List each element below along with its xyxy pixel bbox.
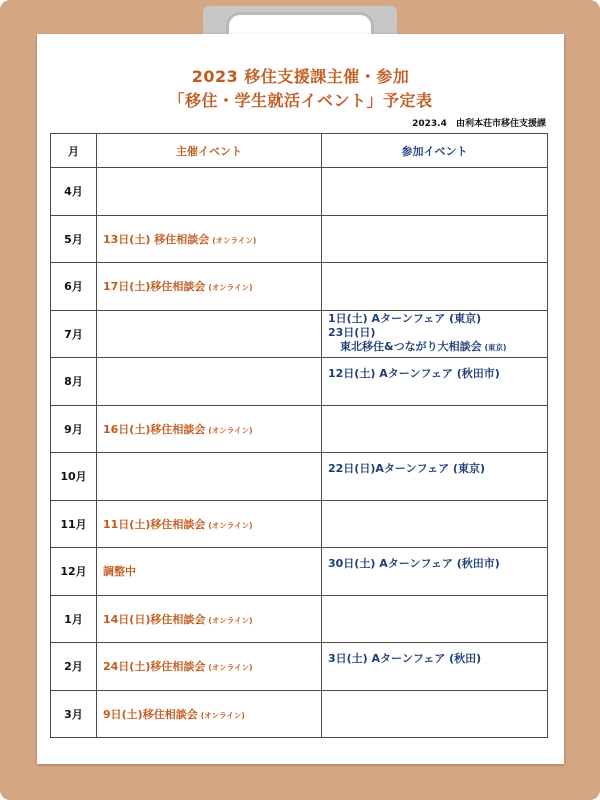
document-org: 由利本荘市移住支援課: [455, 119, 546, 129]
table-row: [51, 453, 548, 501]
table-row: [51, 310, 548, 358]
participation-event-cell: [322, 168, 548, 216]
participation-event-line3: [328, 666, 541, 681]
column-header-host: 主催イベント: [97, 134, 322, 168]
table-row: [51, 548, 548, 596]
table-row: [51, 500, 548, 548]
month-label: 8月: [64, 375, 83, 389]
participation-event-cell: [322, 263, 548, 311]
host-event-text: 調整中: [103, 565, 136, 579]
host-event-cell: [97, 500, 322, 548]
host-event-text: 16日(土)移住相談会: [103, 422, 206, 436]
month-cell: [51, 453, 97, 501]
participation-event-cell: [322, 548, 548, 596]
host-event-cell: [97, 310, 322, 358]
month-cell: [51, 168, 97, 216]
month-cell: [51, 263, 97, 311]
participation-event-cell: [322, 690, 548, 738]
month-label: 9月: [64, 422, 83, 436]
table-row: [51, 358, 548, 406]
schedule-paper: [37, 34, 564, 764]
participation-event-line3: [328, 516, 541, 531]
page-title-line2: 「移住・学生就活イベント」予定表: [168, 91, 433, 110]
host-event-text: 11日(土)移住相談会: [103, 517, 206, 531]
month-cell: [51, 548, 97, 596]
participation-event-line3-text: 東北移住&つながり大相談会: [340, 340, 482, 354]
participation-event-cell: [322, 643, 548, 691]
month-cell: [51, 643, 97, 691]
table-header-row: [51, 134, 548, 168]
participation-event-cell: [322, 215, 548, 263]
month-cell: [51, 500, 97, 548]
schedule-table: [50, 133, 548, 738]
month-label: 10月: [60, 470, 87, 484]
participation-event-cell: [322, 595, 548, 643]
participation-event-line3: [328, 571, 541, 586]
host-event-cell: [97, 358, 322, 406]
column-header-month: 月: [51, 134, 97, 168]
host-event-text: 24日(土)移住相談会: [103, 660, 206, 674]
table-row: [51, 405, 548, 453]
participation-event-line1: 3日(土) Aターンフェア (秋田): [328, 651, 482, 665]
participation-event-line3: [328, 706, 541, 721]
host-event-note: (オンライン): [212, 235, 257, 245]
table-row: [51, 168, 548, 216]
host-event-cell: [97, 690, 322, 738]
participation-event-line1: 12日(土) Aターンフェア (秋田市): [328, 366, 500, 380]
month-label: 3月: [64, 707, 83, 721]
month-label: 5月: [64, 232, 83, 246]
host-event-cell: [97, 405, 322, 453]
participation-event-line3: [328, 340, 541, 355]
participation-event-line3: [328, 381, 541, 396]
month-label: 6月: [64, 280, 83, 294]
host-event-cell: [97, 595, 322, 643]
host-event-cell: [97, 215, 322, 263]
host-event-cell: [97, 263, 322, 311]
host-event-note: (オンライン): [208, 425, 253, 435]
participation-event-line3: [328, 231, 541, 246]
participation-event-line1: 1日(土) Aターンフェア (東京): [328, 312, 482, 326]
month-label: 12月: [60, 565, 87, 579]
participation-event-line1: 30日(土) Aターンフェア (秋田市): [328, 556, 500, 570]
participation-event-cell: [322, 310, 548, 358]
host-event-note: (オンライン): [200, 710, 245, 720]
participation-event-cell: [322, 500, 548, 548]
host-event-note: (オンライン): [208, 520, 253, 530]
host-event-note: (オンライン): [208, 615, 253, 625]
host-event-text: 9日(土)移住相談会: [103, 707, 198, 721]
document-meta: [406, 116, 546, 129]
month-label: 4月: [64, 185, 83, 199]
participation-event-line1: 22日(日)Aターンフェア (東京): [328, 461, 485, 475]
participation-event-cell: [322, 405, 548, 453]
table-row: [51, 595, 548, 643]
participation-event-line3: [328, 421, 541, 436]
table-row: [51, 215, 548, 263]
participation-event-line3: [328, 279, 541, 294]
month-cell: [51, 405, 97, 453]
host-event-cell: [97, 643, 322, 691]
month-cell: [51, 215, 97, 263]
month-cell: [51, 358, 97, 406]
host-event-text: 13日(土) 移住相談会: [103, 232, 210, 246]
participation-event-cell: [322, 453, 548, 501]
participation-event-line3: [328, 611, 541, 626]
column-header-participation: 参加イベント: [322, 134, 548, 168]
host-event-text: 17日(土)移住相談会: [103, 280, 206, 294]
month-cell: [51, 595, 97, 643]
participation-event-line3: [328, 476, 541, 491]
document-date: 2023.4: [412, 119, 447, 129]
table-row: [51, 643, 548, 691]
month-label: 1月: [64, 612, 83, 626]
host-event-cell: [97, 168, 322, 216]
host-event-note: (オンライン): [208, 283, 253, 293]
month-label: 7月: [64, 327, 83, 341]
table-row: [51, 263, 548, 311]
month-cell: [51, 310, 97, 358]
host-event-cell: [97, 548, 322, 596]
host-event-note: (オンライン): [208, 663, 253, 673]
participation-event-line3: [328, 184, 541, 199]
participation-event-cell: [322, 358, 548, 406]
table-row: [51, 690, 548, 738]
participation-event-line2: 23日(日): [328, 326, 376, 340]
page-title-line1: 2023 移住支援課主催・参加: [191, 67, 410, 86]
host-event-text: 14日(日)移住相談会: [103, 612, 206, 626]
month-label: 2月: [64, 660, 83, 674]
month-label: 11月: [60, 517, 87, 531]
month-cell: [51, 690, 97, 738]
participation-event-note: (東京): [484, 343, 507, 353]
host-event-cell: [97, 453, 322, 501]
